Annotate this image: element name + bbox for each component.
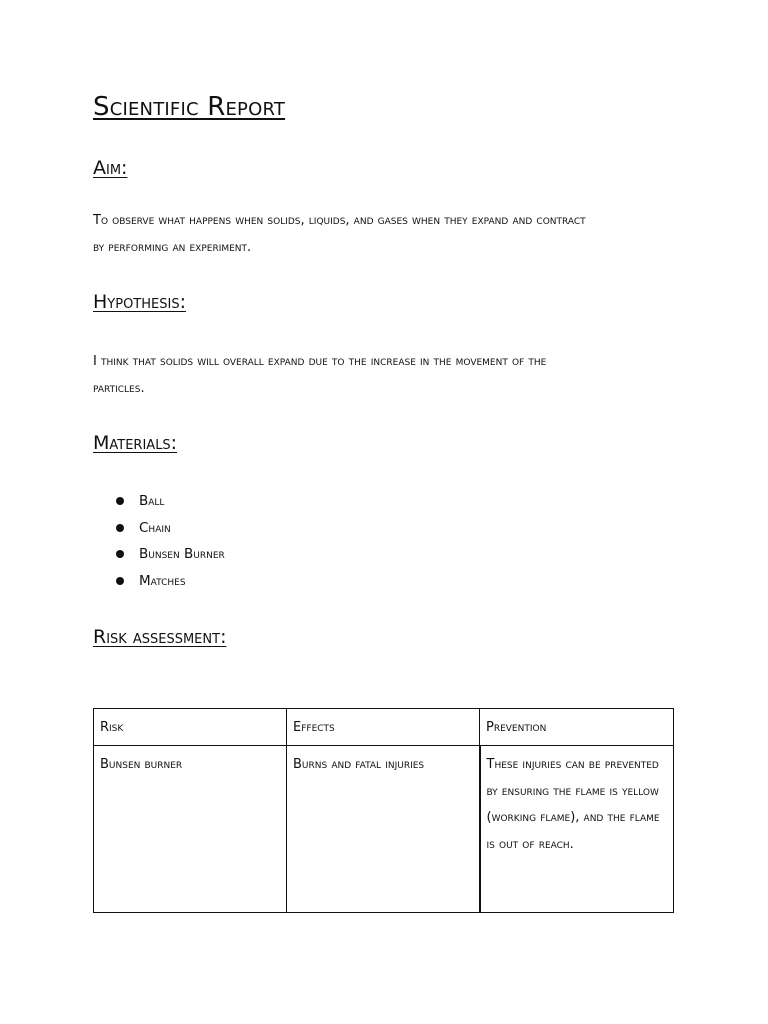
prevention-cell: These injuries can be prevented by ensuring the flame is yellow (working flame), and the flame is out of reach. (480, 746, 674, 913)
column-header-prevention: Prevention (480, 709, 674, 746)
risk-cell: Bunsen burner (94, 746, 287, 913)
column-header-risk: Risk (94, 709, 287, 746)
material-label: Matches (139, 573, 186, 590)
list-item (93, 541, 225, 568)
materials-list (93, 488, 225, 595)
list-item (93, 568, 225, 595)
aim-text (93, 207, 678, 261)
report-title: Scientific Report (93, 92, 286, 122)
hypothesis-text (93, 348, 678, 402)
risk-assessment-heading: Risk assessment: (93, 626, 227, 648)
table-header-row (94, 709, 674, 746)
aim-line: by performing an experiment. (93, 240, 252, 255)
risk-table (93, 708, 674, 913)
hypothesis-line: I think that solids will overall expand due to the increase in the movement of the (93, 354, 547, 369)
bullet-icon (116, 497, 124, 505)
material-label: Ball (139, 493, 165, 509)
materials-heading: Materials: (93, 432, 178, 454)
bullet-icon (116, 524, 124, 532)
list-item (93, 488, 225, 515)
aim-line: To observe what happens when solids, liquids, and gases when they expand and contract (93, 213, 586, 228)
material-label: Chain (139, 519, 171, 536)
list-item (93, 515, 225, 542)
bullet-icon (116, 550, 124, 558)
bullet-icon (116, 577, 124, 585)
effects-cell: Burns and fatal injuries (287, 746, 480, 913)
column-header-effects: Effects (287, 709, 480, 746)
hypothesis-heading: Hypothesis: (93, 291, 186, 313)
material-label: Bunsen Burner (139, 546, 225, 563)
table-row (94, 746, 674, 913)
aim-heading: Aim: (93, 157, 128, 179)
hypothesis-line: particles. (93, 381, 145, 396)
